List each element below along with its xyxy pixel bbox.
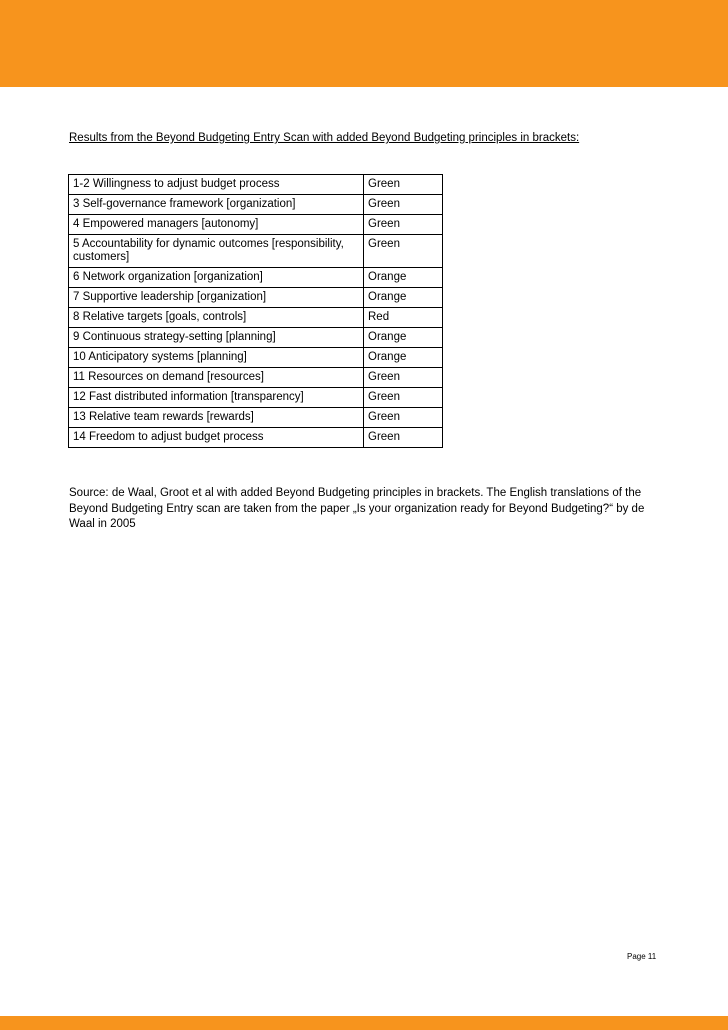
table-row — [69, 328, 443, 348]
principle-cell: 9 Continuous strategy-setting [planning] — [69, 328, 364, 348]
principle-cell: 13 Relative team rewards [rewards] — [69, 408, 364, 428]
principle-cell: 12 Fast distributed information [transparency] — [69, 388, 364, 408]
table-row — [69, 195, 443, 215]
status-cell: Orange — [364, 348, 443, 368]
table-row — [69, 408, 443, 428]
table-row — [69, 308, 443, 328]
principle-cell: 14 Freedom to adjust budget process — [69, 428, 364, 448]
principle-cell: 4 Empowered managers [autonomy] — [69, 215, 364, 235]
principle-cell: 1-2 Willingness to adjust budget process — [69, 175, 364, 195]
page-number: Page 11 — [627, 952, 657, 961]
source-note: Source: de Waal, Groot et al with added Beyond Budgeting principles in brackets. The English translations of the Beyond Budgeting Entry scan are taken from the paper „Is your organization ready for Beyond Budgeting?“ by de Waal in 2005 — [69, 487, 645, 530]
status-cell: Green — [364, 215, 443, 235]
status-cell: Green — [364, 388, 443, 408]
principle-cell: 5 Accountability for dynamic outcomes [responsibility, customers] — [69, 235, 364, 268]
status-cell: Red — [364, 308, 443, 328]
table-row — [69, 235, 443, 268]
principle-cell: 6 Network organization [organization] — [69, 268, 364, 288]
status-cell: Orange — [364, 288, 443, 308]
table-row — [69, 388, 443, 408]
principle-cell: 7 Supportive leadership [organization] — [69, 288, 364, 308]
table-row — [69, 348, 443, 368]
table-row — [69, 215, 443, 235]
table-row — [69, 268, 443, 288]
status-cell: Green — [364, 408, 443, 428]
table-row — [69, 175, 443, 195]
status-cell: Green — [364, 195, 443, 215]
header-accent-bar — [0, 0, 728, 87]
entry-scan-table — [68, 174, 443, 448]
status-cell: Green — [364, 175, 443, 195]
table-caption: Results from the Beyond Budgeting Entry Scan with added Beyond Budgeting principles in brackets: — [69, 132, 580, 144]
principle-cell: 10 Anticipatory systems [planning] — [69, 348, 364, 368]
status-cell: Green — [364, 428, 443, 448]
table-row — [69, 428, 443, 448]
footer-accent-bar — [0, 1016, 728, 1030]
principle-cell: 11 Resources on demand [resources] — [69, 368, 364, 388]
principle-cell: 8 Relative targets [goals, controls] — [69, 308, 364, 328]
status-cell: Orange — [364, 268, 443, 288]
table-row — [69, 368, 443, 388]
status-cell: Green — [364, 235, 443, 268]
status-cell: Green — [364, 368, 443, 388]
status-cell: Orange — [364, 328, 443, 348]
table-row — [69, 288, 443, 308]
principle-cell: 3 Self-governance framework [organization] — [69, 195, 364, 215]
